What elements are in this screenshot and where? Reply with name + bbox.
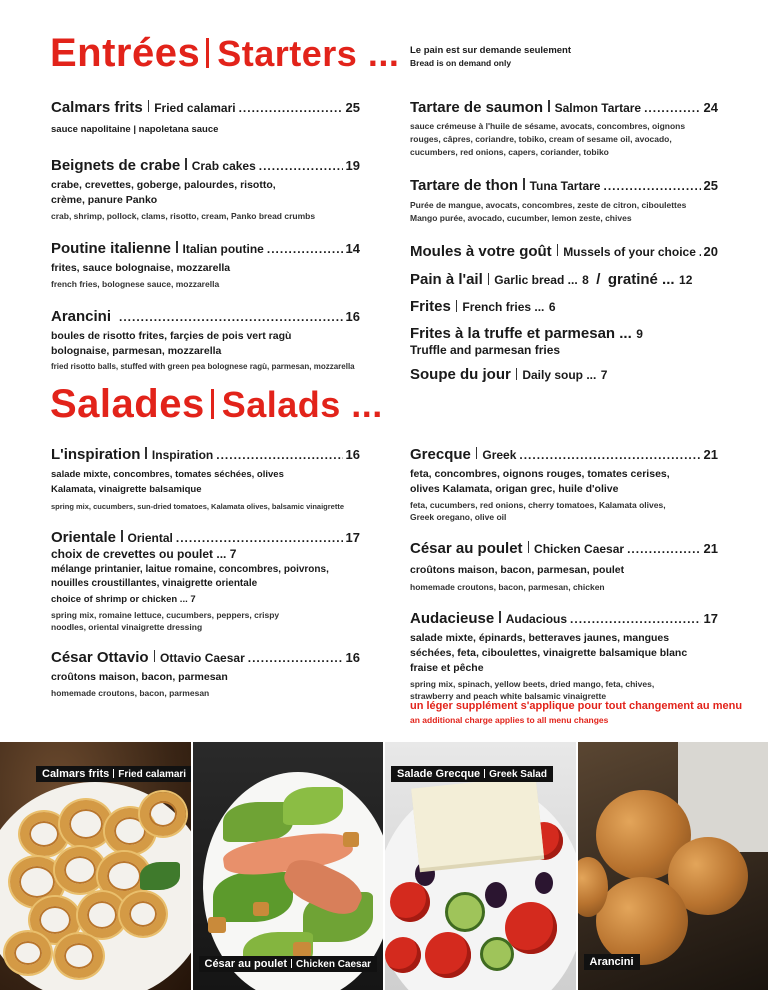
item-name-fr: Poutine italienne [51, 240, 172, 257]
item-desc-en: homemade croutons, bacon, parmesan [51, 688, 210, 698]
item-choice-fr: choix de crevettes ou poulet ... 7 [51, 547, 237, 561]
item-desc-fr: sauce napolitaine | napoletana sauce [51, 124, 219, 135]
item-choice-en: choice of shrimp or chicken ... 7 [51, 594, 196, 605]
item-price: 17 [345, 530, 360, 545]
item-desc-en: crab, shrimp, pollock, clams, risotto, cream, Panko bread crumbs [51, 211, 316, 221]
menu-item-inspiration [51, 446, 360, 513]
item-name-fr: Orientale [51, 529, 117, 546]
item-name-fr: Pain à l'ail [410, 271, 483, 288]
caption-en: Chicken Caesar [296, 959, 372, 970]
item-price: 16 [345, 447, 360, 462]
item-price: 19 [345, 158, 360, 173]
item-price: 24 [703, 100, 718, 115]
item-slash: / [596, 271, 601, 288]
item-name-fr: Frites à la truffe et parmesan ... [410, 325, 632, 342]
item-price: 14 [345, 241, 360, 256]
salads-left-column [51, 446, 360, 699]
item-name-en: Salmon Tartare [554, 101, 642, 115]
item-name-fr: Frites [410, 298, 451, 315]
item-price: 7 [600, 368, 608, 382]
item-desc-en: spring mix, cucumbers, sun-dried tomatoes, Kalamata olives, balsamic vinaigrette [51, 502, 345, 511]
item-desc-en: french fries, bolognese sauce, mozzarella [51, 279, 220, 289]
item-name-fr: Tartare de saumon [410, 99, 544, 116]
bread-note [410, 45, 571, 69]
starters-left-column [51, 99, 360, 373]
item-desc-fr: feta, concombres, oignons rouges, tomates cerises, olives Kalamata, origan grec, huile d'olive [410, 468, 670, 495]
item-name-en: Audacious [505, 612, 568, 626]
photo-caption [36, 766, 191, 782]
caesar-salad-photo [193, 742, 384, 990]
menu-item-mussels [410, 243, 718, 260]
item-name-fr: Audacieuse [410, 610, 495, 627]
item-price: 21 [703, 541, 718, 556]
item-price: 16 [345, 650, 360, 665]
item-price: 25 [345, 100, 360, 115]
menu-item-chicken-caesar [410, 540, 718, 593]
item-name-en: Garlic bread ... [494, 273, 578, 287]
item-name-fr: Arancini [51, 308, 112, 325]
item-name-fr: Grecque [410, 446, 471, 463]
item-name-fr: Calmars frits [51, 99, 143, 116]
title-divider [206, 38, 209, 68]
caption-fr: Arancini [589, 956, 634, 968]
item-name-en: Daily soup ... [522, 368, 597, 382]
menu-item-crab-cakes [51, 157, 360, 222]
feta-block [411, 776, 544, 869]
item-price: 12 [679, 273, 693, 287]
menu-item-poutine [51, 240, 360, 290]
menu-item-soup [410, 366, 718, 384]
item-desc-en: Mango purée, avocado, cucumber, lemon zeste, chives [410, 213, 632, 223]
item-price: 17 [703, 611, 718, 626]
item-price: 25 [703, 178, 718, 193]
item-name-en: Chicken Caesar [534, 542, 625, 556]
item-name-en: Oriental [127, 531, 173, 545]
item-name-en: Greek [482, 448, 517, 462]
salads-right-column [410, 446, 718, 702]
menu-item-salmon-tartare [410, 99, 718, 159]
item-name-fr: César au poulet [410, 540, 523, 557]
item-name-en: Ottavio Caesar [160, 651, 245, 665]
menu-change-note [410, 700, 742, 725]
greek-salad-photo [385, 742, 576, 990]
bread-note-fr: Le pain est sur demande seulement [410, 45, 572, 56]
starters-right-column [410, 99, 718, 384]
photo-caption [584, 954, 640, 970]
menu-change-note-en: an additional charge applies to all menu changes [410, 715, 609, 725]
menu-item-truffle-fries [410, 325, 718, 357]
photo-caption [199, 956, 378, 972]
starters-title [50, 33, 399, 73]
item-price: 20 [703, 244, 718, 259]
salads-title-fr: Salades [50, 382, 205, 426]
item-name-fr: César Ottavio [51, 649, 149, 666]
item-name-fr: L'inspiration [51, 446, 141, 463]
caption-en: Greek Salad [489, 769, 547, 780]
item-desc: sauce crémeuse à l'huile de sésame, avocats, concombres, oignons rouges, câpres, coriandre, tobiko, cream of sesame oil, avocado, cucumbers, red onions, capers, coriander, tobiko [410, 121, 686, 157]
item-desc-en: feta, cucumbers, red onions, cherry tomatoes, Kalamata olives, Greek oregano, olive oil [410, 500, 666, 522]
item-desc-fr: salade mixte, concombres, tomates séchées, olives Kalamata, vinaigrette balsamique [51, 469, 284, 495]
caption-fr: Calmars frits [42, 768, 110, 780]
item-desc-fr: croûtons maison, bacon, parmesan, poulet [410, 564, 625, 576]
menu-item-fries [410, 298, 718, 316]
item-desc-fr: crabe, crevettes, goberge, palourdes, risotto, crème, panure Panko [51, 179, 276, 206]
menu-item-calamari [51, 99, 360, 137]
caption-fr: Salade Grecque [397, 768, 481, 780]
item-name-en: Tuna Tartare [529, 179, 601, 193]
item-desc-fr: boules de risotto frites, farçies de pois vert ragù bolognaise, parmesan, mozzarella [51, 330, 292, 357]
item-name-en: Fried calamari [154, 101, 236, 115]
item-desc-fr: salade mixte, épinards, betteraves jaunes, mangues séchées, feta, ciboulettes, vinaigrette balsamique blanc fraise et pêche [410, 632, 688, 674]
menu-item-garlic-bread [410, 271, 718, 289]
item-name-fr: Moules à votre goût [410, 243, 552, 260]
bread-note-en: Bread is on demand only [410, 58, 512, 68]
item-gratine: gratiné ... [607, 271, 675, 288]
menu-item-tuna-tartare [410, 177, 718, 224]
starters-title-en: Starters ... [217, 33, 400, 74]
item-price: 8 [582, 273, 589, 287]
calamari-photo [0, 742, 191, 990]
item-name-fr: Soupe du jour [410, 366, 511, 383]
starters-title-fr: Entrées [50, 31, 201, 75]
item-price: 21 [703, 447, 718, 462]
salads-title-en: Salads ... [221, 384, 383, 425]
item-desc-fr: frites, sauce bolognaise, mozzarella [51, 262, 231, 274]
item-name-en: Inspiration [151, 448, 214, 462]
caption-fr: César au poulet [204, 958, 288, 970]
item-desc-en: homemade croutons, bacon, parmesan, chicken [410, 582, 605, 592]
item-name-en: Truffle and parmesan fries [410, 343, 561, 357]
item-name-fr: Beignets de crabe [51, 157, 181, 174]
photo-caption [391, 766, 553, 782]
item-desc-en: spring mix, spinach, yellow beets, dried mango, feta, chives, strawberry and peach white balsamic vinaigrette [410, 679, 655, 701]
menu-item-arancini [51, 308, 360, 373]
item-name-en: Italian poutine [182, 242, 264, 256]
arancini-photo [578, 742, 768, 990]
photo-strip [0, 742, 768, 990]
salads-title [50, 384, 383, 424]
item-desc-fr: croûtons maison, bacon, parmesan [51, 671, 228, 683]
caption-en: Fried calamari [118, 769, 187, 780]
item-price: 16 [345, 309, 360, 324]
item-name-en: French fries ... [462, 300, 545, 314]
item-desc-fr: mélange printanier, laitue romaine, concombres, poivrons, nouilles croustillantes, vinaigrette orientale [51, 564, 329, 589]
menu-item-audacious [410, 610, 718, 702]
item-price: 6 [548, 300, 556, 314]
title-divider [211, 389, 214, 419]
item-desc-fr: Purée de mangue, avocats, concombres, zeste de citron, ciboulettes [410, 200, 687, 210]
item-name-en: Mussels of your choice [563, 245, 696, 259]
item-desc-en: spring mix, romaine lettuce, cucumbers, peppers, crispy noodles, oriental vinaigrette dressing [51, 610, 280, 632]
item-desc-en: fried risotto balls, stuffed with green pea bolognese ragù, parmesan, mozzarella [51, 362, 355, 371]
menu-item-oriental [51, 529, 360, 633]
item-name-fr: Tartare de thon [410, 177, 519, 194]
item-name-en: Crab cakes [191, 159, 256, 173]
menu-item-greek [410, 446, 718, 523]
menu-item-ottavio-caesar [51, 649, 360, 699]
menu-change-note-fr: un léger supplément s'applique pour tout changement au menu [410, 700, 743, 712]
item-price: 9 [636, 327, 643, 341]
